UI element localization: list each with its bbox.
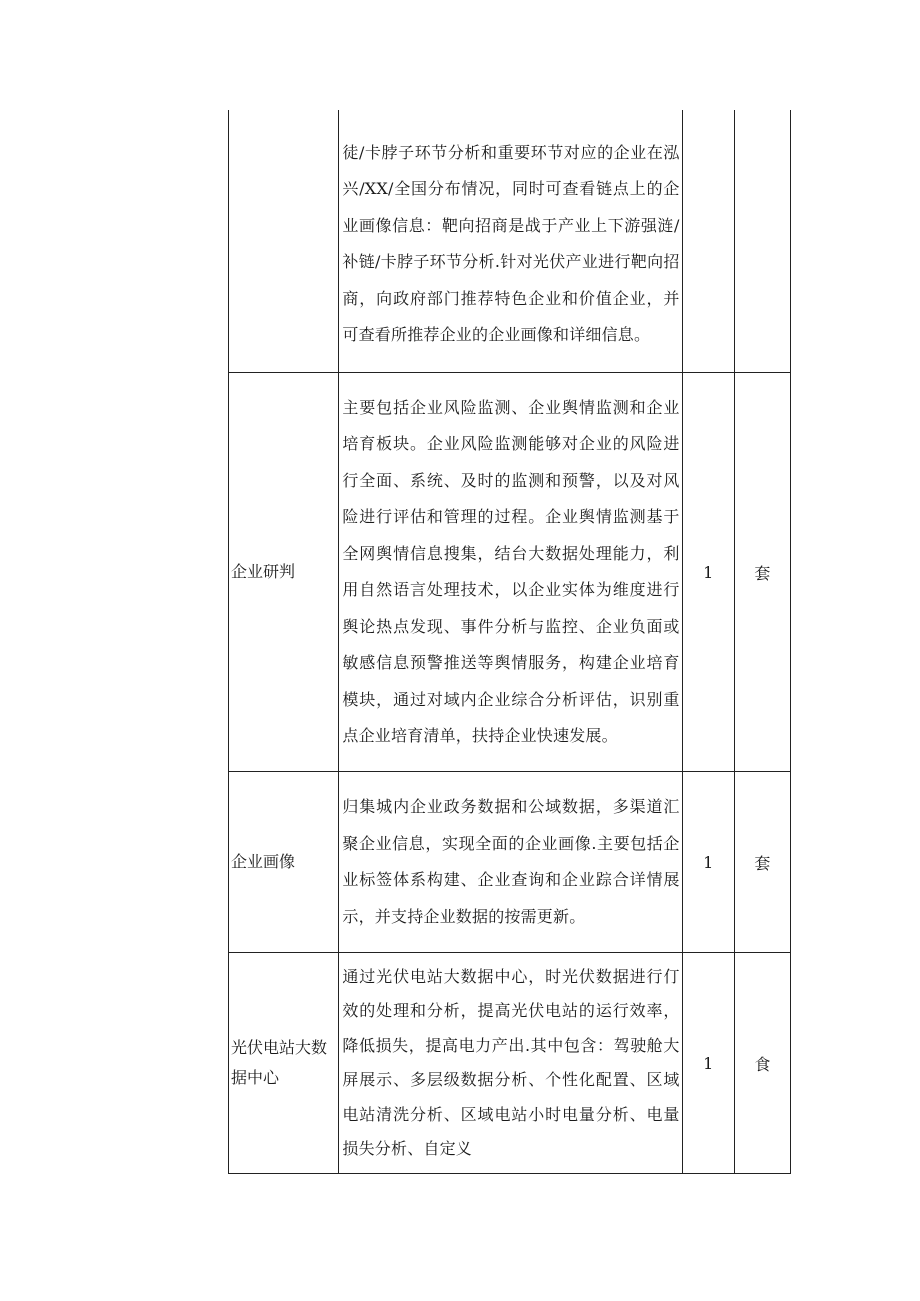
table-row (229, 772, 791, 953)
item-description-cell: 通过光伏电站大数据中心，时光伏数据进行仃效的处理和分析，提高光伏电站的运行效率，降低损失，提高电力产出.其中包含：驾驶舱大屏展示、多层级数据分析、个性化配置、区域电站清洗分析、区域电站小时电量分析、电量损失分析、自定义 (339, 953, 682, 1174)
item-name-cell: 企业画像 (229, 772, 339, 953)
table-row (229, 373, 791, 772)
item-unit-cell: 套 (734, 772, 790, 953)
item-name-cell: 企业研判 (229, 373, 339, 772)
item-unit-cell: 套 (734, 373, 790, 772)
requirements-table (228, 110, 791, 1174)
table-row (229, 953, 791, 1174)
item-description-cell: 主要包括企业风险监测、企业舆情监测和企业培育板块。企业风险监测能够对企业的风险进行全面、系统、及时的监测和预警，以及对风险进行评估和管理的过程。企业舆情监测基于全网舆情信息搜集，结台大数据处理能力，利用自然语言处理技术，以企业实体为维度进行舆论热点发现、事件分析与监控、企业负面或敏感信息预警推送等舆情服务，构建企业培育模块，通过对域内企业综合分析评估，识别重点企业培育清单，扶持企业快速发展。 (339, 373, 682, 772)
item-quantity-cell: 1 (682, 772, 734, 953)
item-description-cell: 归集城内企业政务数据和公域数据，多渠道汇聚企业信息，实现全面的企业画像.主要包括企业标签体系构建、企业查询和企业踪合详情展示，并支持企业数据的按需更新。 (339, 772, 682, 953)
table-row (229, 110, 791, 373)
item-quantity-cell (682, 110, 734, 373)
item-name-cell: 光伏电站大数据中心 (229, 953, 339, 1174)
item-name-cell (229, 110, 339, 373)
item-unit-cell: 食 (734, 953, 790, 1174)
item-quantity-cell: 1 (682, 953, 734, 1174)
item-unit-cell (734, 110, 790, 373)
item-description-cell: 徒/卡脖子环节分析和重要环节对应的企业在泓兴/XX/全国分布情况，同时可查看链点上的企业画像信息：靶向招商是战于产业上下游强涟/补链/卡脖子环节分析.针对光伏产业进行靶向招商，向政府部门推荐特色企业和价值企业，并可查看所推荐企业的企业画像和详细信息。 (339, 110, 682, 373)
item-quantity-cell: 1 (682, 373, 734, 772)
